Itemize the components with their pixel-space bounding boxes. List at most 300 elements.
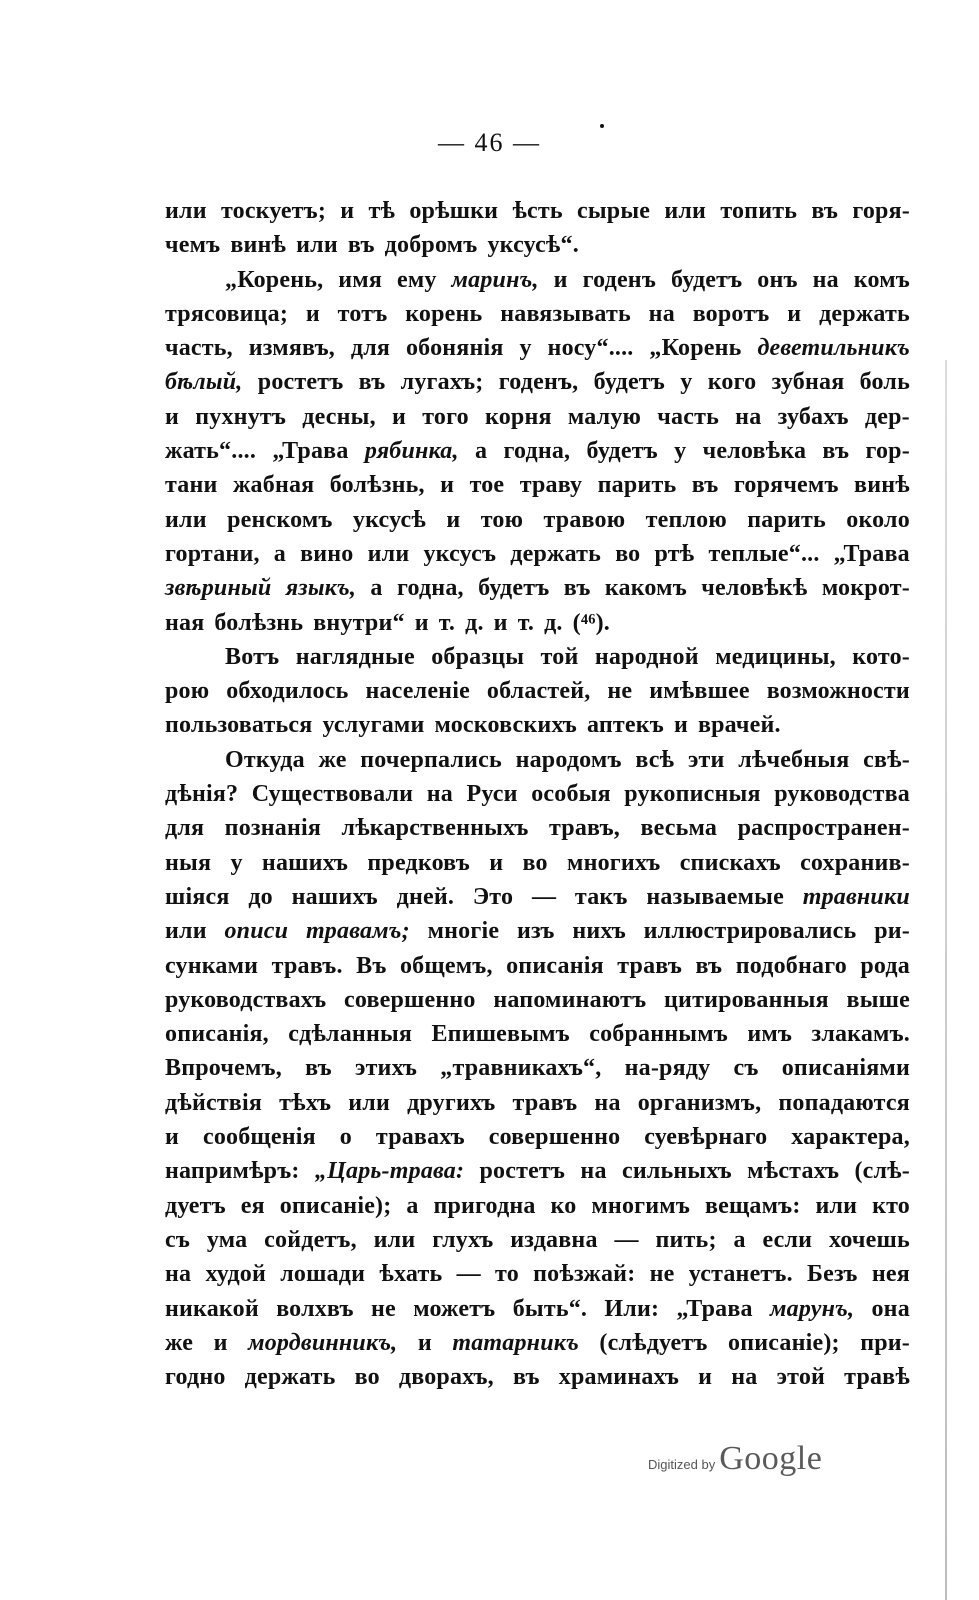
word: травою bbox=[543, 506, 626, 533]
word: этой bbox=[776, 1364, 826, 1391]
word: многимъ bbox=[591, 1192, 691, 1219]
word: ума bbox=[206, 1226, 248, 1253]
word: сойдетъ, bbox=[264, 1226, 357, 1253]
word: годна, bbox=[396, 575, 464, 602]
word: тотъ bbox=[337, 300, 388, 327]
word: трясовица; bbox=[165, 300, 289, 327]
word: вещамъ: bbox=[704, 1192, 801, 1219]
word: или bbox=[815, 1192, 858, 1219]
word: на bbox=[594, 1089, 621, 1116]
word: годенъ, bbox=[498, 369, 579, 396]
word: можетъ bbox=[413, 1295, 496, 1322]
text-line bbox=[165, 1158, 910, 1192]
emphasized-word: марунъ, bbox=[770, 1295, 855, 1322]
word: будетъ bbox=[586, 438, 658, 465]
word: „травникахъ“, bbox=[440, 1055, 602, 1082]
word: сообщенія bbox=[202, 1124, 316, 1151]
word: въ bbox=[512, 1364, 540, 1391]
word: и bbox=[165, 1124, 180, 1151]
word: описанія, bbox=[165, 1021, 269, 1048]
word: для bbox=[165, 815, 205, 842]
word: и bbox=[165, 403, 180, 430]
word: внутри“ bbox=[313, 609, 405, 636]
word: пользоваться bbox=[165, 712, 313, 739]
word: и bbox=[787, 300, 802, 327]
word: Или: bbox=[604, 1295, 660, 1322]
word: Въ bbox=[356, 952, 387, 979]
text-line bbox=[165, 644, 910, 678]
word: парить bbox=[747, 506, 826, 533]
word: въ bbox=[563, 575, 591, 602]
word: ему bbox=[396, 266, 437, 293]
word: во bbox=[354, 1364, 380, 1391]
word: у bbox=[680, 369, 693, 396]
word: и bbox=[698, 1364, 713, 1391]
word: устанетъ. bbox=[688, 1261, 793, 1288]
text-line bbox=[165, 1021, 910, 1055]
word: или bbox=[165, 506, 207, 533]
word: горя- bbox=[852, 198, 910, 224]
word: травъ bbox=[512, 1089, 578, 1116]
word: нашихъ bbox=[291, 883, 378, 910]
word: — bbox=[531, 883, 557, 910]
word: около bbox=[846, 506, 910, 533]
word: рукописныя bbox=[624, 781, 761, 808]
word: у bbox=[230, 849, 243, 876]
word: Существовали bbox=[251, 781, 414, 808]
word: жать“.... bbox=[165, 438, 257, 465]
word: дуетъ bbox=[165, 1192, 226, 1219]
word: малую bbox=[567, 403, 642, 430]
word: врачей. bbox=[697, 712, 781, 739]
word: у bbox=[674, 438, 687, 465]
word: ная bbox=[165, 609, 205, 636]
word: тѣхъ bbox=[279, 1089, 332, 1116]
word: и bbox=[553, 266, 568, 293]
word: этихъ bbox=[355, 1055, 418, 1082]
word: лугахъ; bbox=[400, 369, 484, 396]
word: аптекъ bbox=[586, 712, 664, 739]
word: быть“. bbox=[512, 1295, 588, 1322]
word: и bbox=[440, 472, 455, 499]
word: никакой bbox=[165, 1295, 259, 1322]
digitized-by-google-watermark bbox=[648, 1440, 822, 1478]
word: для bbox=[350, 335, 391, 362]
word: чемъ bbox=[165, 232, 221, 259]
word: медицины, bbox=[715, 643, 836, 670]
word: въ bbox=[305, 1055, 332, 1082]
word: областей, bbox=[486, 678, 591, 705]
word: на bbox=[580, 1158, 607, 1185]
word: или bbox=[348, 1089, 390, 1116]
word: держать bbox=[244, 1364, 336, 1391]
word: и bbox=[493, 609, 508, 636]
word: Впрочемъ, bbox=[165, 1055, 282, 1082]
word: она bbox=[871, 1295, 910, 1322]
word: (⁴⁶). bbox=[572, 609, 610, 636]
word: услугами bbox=[322, 712, 425, 739]
word: обходилось bbox=[226, 678, 349, 705]
word: возможности bbox=[766, 678, 910, 705]
word: распространен- bbox=[737, 815, 910, 842]
word: Руси bbox=[466, 781, 518, 808]
word: напримѣръ: bbox=[165, 1158, 300, 1185]
word: измявъ, bbox=[248, 335, 335, 362]
word: болѣзнь, bbox=[329, 472, 425, 499]
word: издавна bbox=[510, 1226, 598, 1253]
word: будетъ bbox=[670, 266, 743, 293]
word: а bbox=[474, 438, 488, 465]
word: съ bbox=[733, 1055, 759, 1082]
emphasized-word: травамъ; bbox=[305, 918, 410, 945]
text-line bbox=[165, 1090, 910, 1124]
word: характера, bbox=[791, 1124, 910, 1151]
emphasized-word: бѣлый, bbox=[165, 369, 243, 396]
word: ростетъ bbox=[479, 1158, 566, 1185]
word: ренскомъ bbox=[227, 506, 333, 533]
word: свѣ- bbox=[863, 746, 910, 773]
word: же bbox=[165, 1329, 194, 1356]
word: траву bbox=[519, 472, 583, 499]
word: глухъ bbox=[432, 1226, 494, 1253]
word: имъ bbox=[747, 1021, 793, 1048]
word: боль bbox=[859, 369, 910, 396]
word: въ bbox=[811, 198, 839, 224]
word: теплые“... bbox=[708, 540, 820, 567]
word: если bbox=[762, 1226, 813, 1253]
word: на bbox=[735, 403, 762, 430]
word: кого bbox=[707, 369, 757, 396]
word: выше bbox=[846, 986, 910, 1013]
text-line bbox=[165, 575, 910, 609]
emphasized-word: звѣриный bbox=[165, 575, 272, 602]
word: а bbox=[273, 540, 286, 567]
word: или bbox=[165, 918, 207, 945]
watermark-brand: Google bbox=[719, 1440, 823, 1477]
word: уксусъ bbox=[423, 540, 497, 567]
word: человѣка bbox=[702, 438, 807, 465]
text-line bbox=[165, 610, 910, 644]
word: травъ bbox=[617, 952, 683, 979]
word: Откуда bbox=[225, 746, 305, 773]
word: зубахъ bbox=[777, 403, 849, 430]
word: мокрот- bbox=[821, 575, 910, 602]
word: московскихъ bbox=[434, 712, 577, 739]
word: въ bbox=[822, 438, 850, 465]
text-line bbox=[165, 404, 910, 438]
word: комъ bbox=[853, 266, 910, 293]
word: злакамъ. bbox=[811, 1021, 910, 1048]
word: и bbox=[305, 300, 320, 327]
word: или bbox=[296, 232, 338, 259]
text-line bbox=[165, 198, 910, 232]
word: винѣ bbox=[854, 472, 910, 499]
word: на bbox=[165, 1261, 192, 1288]
word: и bbox=[446, 506, 461, 533]
word: не bbox=[607, 678, 633, 705]
word: лѣчебныя bbox=[738, 746, 850, 773]
text-line bbox=[165, 850, 910, 884]
word: или bbox=[367, 540, 410, 567]
text-line bbox=[165, 472, 910, 506]
word: винѣ bbox=[230, 232, 287, 259]
word: народомъ bbox=[515, 746, 622, 773]
word: напоминаютъ bbox=[493, 986, 647, 1013]
word: сдѣланныя bbox=[288, 1021, 413, 1048]
word: въ bbox=[691, 472, 719, 499]
word: не bbox=[371, 1295, 396, 1322]
word: цитированныя bbox=[664, 986, 829, 1013]
word: или bbox=[165, 198, 207, 224]
text-line bbox=[165, 884, 910, 918]
text-line bbox=[165, 1296, 910, 1330]
text-line bbox=[165, 678, 910, 712]
word: же bbox=[318, 746, 347, 773]
word: травъ, bbox=[549, 815, 621, 842]
word: совершенно bbox=[488, 1124, 621, 1151]
text-line bbox=[165, 1330, 910, 1364]
emphasized-word: деветильникъ bbox=[757, 335, 910, 362]
word: многихъ bbox=[567, 849, 661, 876]
word: горячемъ bbox=[733, 472, 839, 499]
word: Вотъ bbox=[225, 643, 280, 670]
word: д. bbox=[465, 609, 484, 636]
word: описаніями bbox=[781, 1055, 910, 1082]
word: гортани, bbox=[165, 540, 260, 567]
word: годенъ bbox=[582, 266, 657, 293]
word: (слѣдуетъ bbox=[599, 1329, 708, 1356]
word: „Корень, bbox=[225, 266, 324, 293]
emphasized-word: рябинка, bbox=[364, 438, 459, 465]
word: суевѣрнаго bbox=[644, 1124, 768, 1151]
word: и bbox=[340, 198, 355, 224]
word: спискахъ bbox=[679, 849, 781, 876]
word: тани bbox=[165, 472, 218, 499]
word: то bbox=[495, 1261, 519, 1288]
word: зубная bbox=[771, 369, 845, 396]
word: онъ bbox=[757, 266, 798, 293]
word: дворахъ, bbox=[398, 1364, 494, 1391]
word: топить bbox=[720, 198, 798, 224]
text-line bbox=[165, 1124, 910, 1158]
word: Это bbox=[472, 883, 514, 910]
word: ко bbox=[550, 1192, 577, 1219]
word: весьма bbox=[640, 815, 718, 842]
word: Безъ bbox=[807, 1261, 858, 1288]
word: тою bbox=[480, 506, 524, 533]
word: всѣ bbox=[635, 746, 675, 773]
word: будетъ bbox=[593, 369, 665, 396]
word: пить; bbox=[655, 1226, 717, 1253]
word: называемые bbox=[646, 883, 784, 910]
word: — bbox=[614, 1226, 639, 1253]
word: или bbox=[373, 1226, 416, 1253]
word: дней. bbox=[396, 883, 455, 910]
word: а bbox=[370, 575, 383, 602]
word: какомъ bbox=[604, 575, 687, 602]
word: „Трава bbox=[676, 1295, 753, 1322]
word: корня bbox=[485, 403, 552, 430]
text-line bbox=[165, 335, 910, 369]
word: на bbox=[426, 781, 453, 808]
word: ртѣ bbox=[654, 540, 695, 567]
word: орѣшки bbox=[409, 198, 499, 224]
word: носу“.... bbox=[547, 335, 634, 362]
word: такъ bbox=[574, 883, 628, 910]
emphasized-word: описи bbox=[224, 918, 289, 945]
word: Епишевымъ bbox=[431, 1021, 570, 1048]
word: подобнаго bbox=[735, 952, 847, 979]
text-line bbox=[165, 1193, 910, 1227]
word: описаніе); bbox=[279, 1192, 392, 1219]
word: эти bbox=[687, 746, 725, 773]
word: попадаются bbox=[778, 1089, 910, 1116]
word: той bbox=[540, 643, 579, 670]
word: навязывать bbox=[500, 300, 631, 327]
word: т. bbox=[438, 609, 456, 636]
word: сохранив- bbox=[800, 849, 910, 876]
word: пухнутъ bbox=[195, 403, 287, 430]
word: „Трава bbox=[272, 438, 349, 465]
word: имя bbox=[338, 266, 383, 293]
word: предковъ bbox=[367, 849, 470, 876]
word: и bbox=[213, 1329, 228, 1356]
word: будетъ bbox=[478, 575, 550, 602]
word: держать bbox=[819, 300, 910, 327]
word: въ bbox=[358, 369, 386, 396]
word: и bbox=[673, 712, 688, 739]
word: нихъ bbox=[572, 918, 626, 945]
word: или bbox=[664, 198, 707, 224]
word: сунками bbox=[165, 952, 259, 979]
word: почерпались bbox=[360, 746, 502, 773]
text-line bbox=[165, 1055, 910, 1089]
word: собраннымъ bbox=[589, 1021, 728, 1048]
word: часть bbox=[657, 403, 719, 430]
word: добромъ bbox=[384, 232, 478, 259]
text-line bbox=[165, 1261, 910, 1295]
word: храминахъ bbox=[558, 1364, 680, 1391]
word: теплою bbox=[645, 506, 727, 533]
word: часть, bbox=[165, 335, 233, 362]
word: гор- bbox=[865, 438, 910, 465]
word: ѣсть bbox=[512, 198, 563, 224]
word: мѣстахъ bbox=[747, 1158, 840, 1185]
word: нашихъ bbox=[261, 849, 349, 876]
text-line bbox=[165, 712, 910, 746]
word: и bbox=[414, 609, 429, 636]
word: годна, bbox=[503, 438, 571, 465]
text-line bbox=[165, 232, 910, 266]
word: многіе bbox=[427, 918, 500, 945]
word: сырые bbox=[577, 198, 651, 224]
word: и bbox=[392, 403, 407, 430]
word: рою bbox=[165, 678, 210, 705]
text-line bbox=[165, 781, 910, 815]
word: дѣйствія bbox=[165, 1089, 263, 1116]
word: болѣзнь bbox=[214, 609, 304, 636]
word: годно bbox=[165, 1364, 226, 1391]
word: во bbox=[522, 849, 548, 876]
word: травѣ bbox=[844, 1364, 910, 1391]
word: — bbox=[456, 1261, 481, 1288]
word: поѣзжай: bbox=[533, 1261, 636, 1288]
text-line bbox=[165, 953, 910, 987]
word: ри- bbox=[874, 918, 910, 945]
word: травахъ bbox=[375, 1124, 465, 1151]
word: дѣнія? bbox=[165, 781, 239, 808]
word: на bbox=[648, 300, 675, 327]
word: десны, bbox=[302, 403, 376, 430]
word: корень bbox=[405, 300, 483, 327]
word: тое bbox=[469, 472, 505, 499]
word: а bbox=[733, 1226, 746, 1253]
text-line bbox=[165, 918, 910, 952]
word: на bbox=[731, 1364, 758, 1391]
word: и bbox=[489, 849, 504, 876]
word: въ bbox=[347, 232, 375, 259]
text-line bbox=[165, 815, 910, 849]
word: и bbox=[417, 1329, 432, 1356]
word: имѣвшее bbox=[649, 678, 750, 705]
word: сильныхъ bbox=[621, 1158, 732, 1185]
word: хочешь bbox=[829, 1226, 910, 1253]
word: совершенно bbox=[344, 986, 476, 1013]
emphasized-word: мордвинникъ, bbox=[248, 1329, 398, 1356]
word: описаніе); bbox=[728, 1329, 840, 1356]
word: ныя bbox=[165, 849, 212, 876]
emphasized-word: травники bbox=[802, 883, 910, 910]
word: населеніе bbox=[365, 678, 470, 705]
emphasized-word: татарникъ bbox=[452, 1329, 579, 1356]
word: (слѣ- bbox=[854, 1158, 910, 1185]
word: нея bbox=[871, 1261, 910, 1288]
page-number: — 46 — bbox=[0, 128, 979, 158]
word: „Трава bbox=[833, 540, 910, 567]
word: уксусѣ“. bbox=[487, 232, 579, 259]
emphasized-word: языкъ, bbox=[285, 575, 357, 602]
word: о bbox=[339, 1124, 352, 1151]
word: парить bbox=[597, 472, 677, 499]
word: организмъ, bbox=[637, 1089, 762, 1116]
word: описанія bbox=[506, 952, 604, 979]
text-line bbox=[165, 747, 910, 781]
text-line bbox=[165, 369, 910, 403]
word: руководства bbox=[774, 781, 910, 808]
text-line bbox=[165, 301, 910, 335]
word: обонянія bbox=[405, 335, 504, 362]
word: образцы bbox=[431, 643, 525, 670]
emphasized-word: маринъ, bbox=[451, 266, 539, 293]
text-line bbox=[165, 267, 910, 301]
body-text bbox=[165, 198, 910, 1398]
word: иллюстрировались bbox=[643, 918, 857, 945]
word: руководствахъ bbox=[165, 986, 327, 1013]
word: народной bbox=[594, 643, 699, 670]
word: кто bbox=[872, 1192, 910, 1219]
word: въ bbox=[695, 952, 723, 979]
text-line bbox=[165, 987, 910, 1021]
word: особыя bbox=[531, 781, 611, 808]
word: худой bbox=[205, 1261, 267, 1288]
word: д. bbox=[544, 609, 563, 636]
word: во bbox=[615, 540, 641, 567]
word: дер- bbox=[864, 403, 910, 430]
word: лѣкарственныхъ bbox=[341, 815, 529, 842]
word: держать bbox=[510, 540, 602, 567]
watermark-prefix: Digitized by bbox=[648, 1457, 716, 1472]
word: тѣ bbox=[368, 198, 396, 224]
